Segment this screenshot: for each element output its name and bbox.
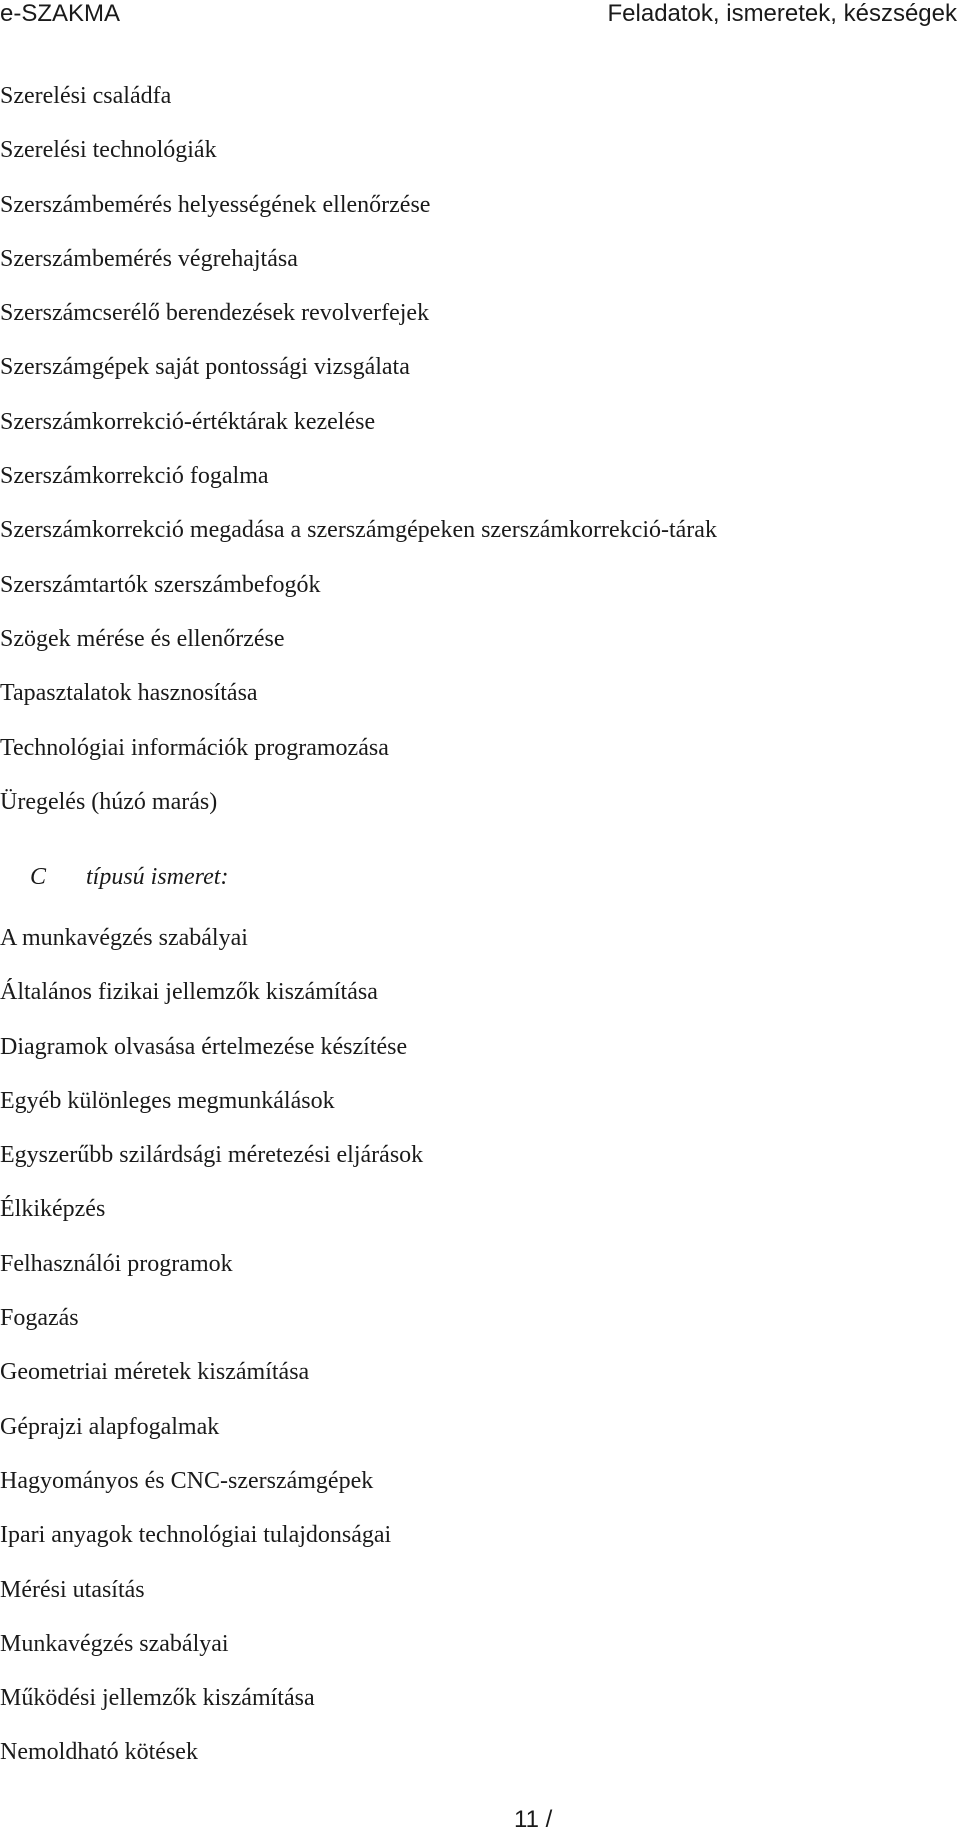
list-item: Szerszámbemérés végrehajtása (0, 245, 298, 272)
list-item: Szerszámtartók szerszámbefogók (0, 571, 321, 598)
list-item: Géprajzi alapfogalmak (0, 1413, 220, 1440)
header-section-title: Feladatok, ismeretek, készségek (607, 0, 957, 27)
topic-list-c (0, 911, 423, 1780)
list-item: Általános fizikai jellemzők kiszámítása (0, 979, 378, 1006)
list-item: Szerszámkorrekció fogalma (0, 463, 269, 490)
list-item: A munkavégzés szabályai (0, 925, 248, 951)
list-item: Szerelési családfa (0, 83, 172, 109)
page-header (0, 0, 960, 32)
list-item: Diagramok olvasása értelmezése készítése (0, 1033, 408, 1060)
list-item: Élkiképzés (0, 1196, 106, 1223)
list-item: Nemoldható kötések (0, 1739, 198, 1766)
section-heading (30, 852, 228, 902)
list-item: Hagyományos és CNC-szerszámgépek (0, 1467, 374, 1494)
list-item: Technológiai információk programozása (0, 734, 389, 761)
list-item: Tapasztalatok hasznosítása (0, 680, 258, 707)
list-item: Geometriai méretek kiszámítása (0, 1359, 310, 1386)
list-item: Üregelés (húzó marás) (0, 788, 218, 815)
list-item: Mérési utasítás (0, 1576, 145, 1603)
topic-list-b (0, 69, 717, 829)
list-item: Szerszámkorrekció megadása a szerszámgépeken szerszámkorrekció-tárak (0, 517, 717, 544)
list-item: Működési jellemzők kiszámítása (0, 1685, 315, 1712)
section-label: típusú ismeret: (86, 864, 229, 890)
list-item: Szerszámbemérés helyességének ellenőrzése (0, 191, 431, 218)
header-brand: e-SZAKMA (0, 0, 121, 27)
list-item: Ipari anyagok technológiai tulajdonságai (0, 1522, 392, 1549)
list-item: Szerszámgépek saját pontossági vizsgálata (0, 354, 410, 381)
list-item: Szerszámkorrekció-értéktárak kezelése (0, 408, 376, 435)
page-number: 11 / (514, 1806, 553, 1833)
list-item: Szerelési technológiák (0, 137, 217, 164)
list-item: Egyszerűbb szilárdsági méretezési eljárások (0, 1142, 424, 1169)
section-letter: C (30, 864, 47, 890)
list-item: Szögek mérése és ellenőrzése (0, 625, 285, 652)
list-item: Egyéb különleges megmunkálások (0, 1087, 335, 1114)
list-item: Szerszámcserélő berendezések revolverfejek (0, 300, 430, 327)
list-item: Fogazás (0, 1305, 79, 1332)
list-item: Felhasználói programok (0, 1250, 233, 1277)
list-item: Munkavégzés szabályai (0, 1630, 229, 1657)
